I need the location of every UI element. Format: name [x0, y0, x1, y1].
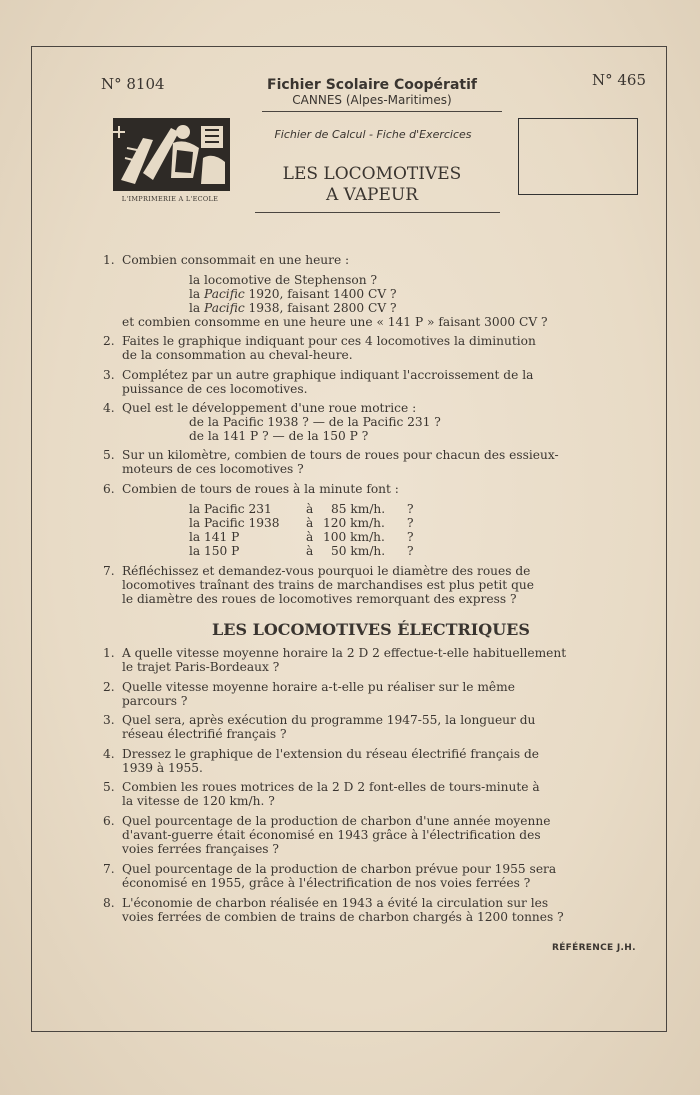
speed-value: 50 km/h.: [331, 544, 386, 558]
sheet-number-left: N° 8104: [101, 75, 165, 93]
q1-text: Pacific: [204, 301, 245, 315]
question-number: 3.: [103, 713, 115, 727]
q1-item-141p: et combien consomme en une heure une « 141 P » faisant 3000 CV ?: [122, 315, 548, 329]
question-text: Faites le graphique indiquant pour ces 4 locomotives la diminution: [122, 334, 536, 348]
publisher-title: Fichier Scolaire Coopératif: [267, 77, 477, 93]
loco-name: la 150 P: [189, 544, 240, 558]
question-text: Réfléchissez et demandez-vous pourquoi le diamètre des roues de: [122, 564, 531, 578]
question-text: le diamètre des roues de locomotives remorquant des express ?: [122, 592, 517, 606]
question-number: 7.: [103, 564, 115, 578]
question-number: 1.: [103, 253, 115, 267]
question-text: la vitesse de 120 km/h. ?: [122, 794, 275, 808]
question-text: d'avant-guerre était économisé en 1943 grâce à l'électrification des: [122, 828, 541, 842]
question-text: 1939 à 1955.: [122, 761, 203, 775]
question-text: A quelle vitesse moyenne horaire la 2 D 2 effectue-t-elle habituellement: [122, 646, 567, 660]
question-text: Dressez le graphique de l'extension du réseau électrifié français de: [122, 747, 539, 761]
question-text: voies ferrées de combien de trains de charbon chargés à 1200 tonnes ?: [122, 910, 564, 924]
header-divider: [262, 111, 502, 112]
q1-text: la: [189, 287, 205, 301]
at-word: à: [306, 516, 314, 530]
question-text: de la consommation au cheval-heure.: [122, 348, 353, 362]
sheet-kind: Fichier de Calcul - Fiche d'Exercices: [274, 128, 472, 141]
question-number: 2.: [103, 334, 115, 348]
question-text: de la 141 P ? — de la 150 P ?: [189, 429, 369, 443]
q1-item-pacific-1938: [189, 301, 397, 315]
speed-value: 100 km/h.: [323, 530, 385, 544]
q1-item-pacific-1920: [189, 287, 397, 301]
question-number: 6.: [103, 814, 115, 828]
q1-item-stephenson: la locomotive de Stephenson ?: [189, 273, 378, 287]
publisher-location: CANNES (Alpes-Maritimes): [292, 93, 452, 107]
speed-value: 120 km/h.: [323, 516, 385, 530]
question-mark: ?: [407, 502, 414, 516]
question-text: Combien les roues motrices de la 2 D 2 font-elles de tours-minute à: [122, 780, 540, 794]
question-number: 1.: [103, 646, 115, 660]
question-number: 2.: [103, 680, 115, 694]
empty-stamp-box: [518, 118, 638, 195]
question-text: Quel est le développement d'une roue motrice :: [122, 401, 417, 415]
section-title-electric: LES LOCOMOTIVES ÉLECTRIQUES: [212, 620, 530, 639]
question-text: économisé en 1955, grâce à l'électrification de nos voies ferrées ?: [122, 876, 531, 890]
at-word: à: [306, 530, 314, 544]
q1-text: 1938, faisant 2800 CV ?: [244, 301, 397, 315]
question-number: 5.: [103, 448, 115, 462]
title-divider: [255, 212, 500, 213]
question-mark: ?: [407, 544, 414, 558]
q1-text: la: [189, 301, 205, 315]
question-mark: ?: [407, 530, 414, 544]
at-word: à: [306, 502, 314, 516]
loco-name: la Pacific 1938: [189, 516, 280, 530]
question-text: moteurs de ces locomotives ?: [122, 462, 304, 476]
section-title-steam: [260, 164, 484, 206]
at-word: à: [306, 544, 314, 558]
logo-caption: L'IMPRIMERIE A L'ECOLE: [121, 195, 219, 203]
printing-press-logo: [113, 118, 230, 191]
question-text: Quel sera, après exécution du programme 1947-55, la longueur du: [122, 713, 536, 727]
question-number: 4.: [103, 747, 115, 761]
question-number: 6.: [103, 482, 115, 496]
question-mark: ?: [407, 516, 414, 530]
reference-note: RÉFÉRENCE J.H.: [552, 943, 636, 953]
question-number: 4.: [103, 401, 115, 415]
title-line-1: LES LOCOMOTIVES: [282, 164, 462, 184]
question-text: Combien consommait en une heure :: [122, 253, 350, 267]
title-line-2: A VAPEUR: [325, 185, 419, 205]
question-number: 5.: [103, 780, 115, 794]
question-text: réseau électrifié français ?: [122, 727, 287, 741]
question-text: Quelle vitesse moyenne horaire a-t-elle pu réaliser sur le même: [122, 680, 515, 694]
question-number: 3.: [103, 368, 115, 382]
question-text: Quel pourcentage de la production de charbon d'une année moyenne: [122, 814, 551, 828]
question-text: L'économie de charbon réalisée en 1943 a évité la circulation sur les: [122, 896, 549, 910]
speed-value: 85 km/h.: [331, 502, 386, 516]
question-text: parcours ?: [122, 694, 188, 708]
q1-text: Pacific: [204, 287, 245, 301]
loco-name: la 141 P: [189, 530, 240, 544]
q1-text: 1920, faisant 1400 CV ?: [244, 287, 397, 301]
question-text: de la Pacific 1938 ? — de la Pacific 231 ?: [189, 415, 441, 429]
sheet-number-right: N° 465: [592, 71, 647, 89]
question-text: le trajet Paris-Bordeaux ?: [122, 660, 280, 674]
question-number: 7.: [103, 862, 115, 876]
question-text: Complétez par un autre graphique indiquant l'accroissement de la: [122, 368, 534, 382]
question-text: puissance de ces locomotives.: [122, 382, 308, 396]
question-number: 8.: [103, 896, 115, 910]
question-text: Quel pourcentage de la production de charbon prévue pour 1955 sera: [122, 862, 557, 876]
question-text: locomotives traînant des trains de marchandises est plus petit que: [122, 578, 534, 592]
question-text: voies ferrées françaises ?: [122, 842, 279, 856]
question-text: Sur un kilomètre, combien de tours de roues pour chacun des essieux-: [122, 448, 559, 462]
loco-name: la Pacific 231: [189, 502, 272, 516]
question-text: Combien de tours de roues à la minute font :: [122, 482, 399, 496]
